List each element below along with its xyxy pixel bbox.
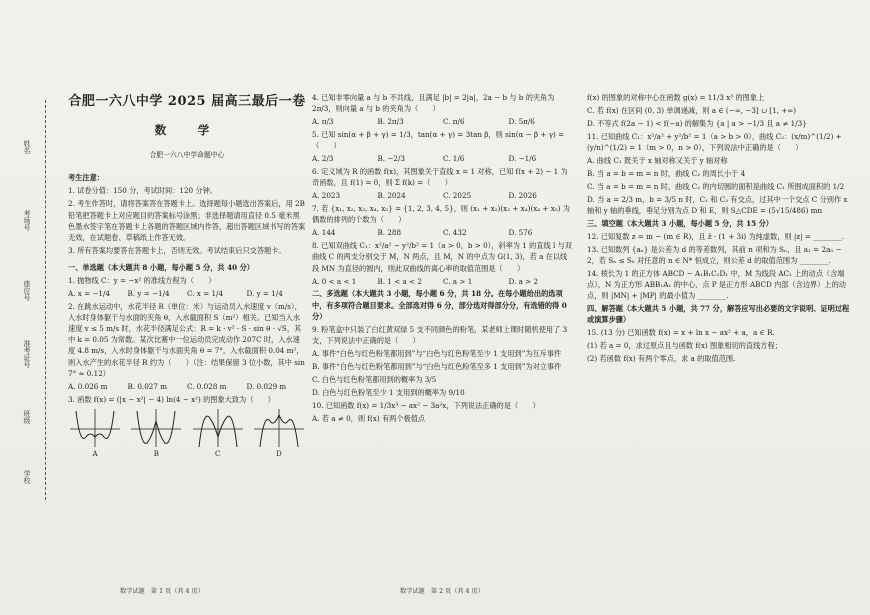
margin-label: 准考证号 [23, 340, 31, 368]
option: A. 2/3 [312, 154, 334, 164]
question-stem: 4. 已知非零向量 a 与 b 不共线，且满足 |b| = 2|a|，2a − b 与 b 的夹角为 2π/3，则向量 a 与 b 的夹角为（ ） [312, 93, 555, 114]
section-heading: 二、多选题（本大题共 3 小题，每小题 6 分，共 18 分。在每小题给出的选项中，有多项符合题目要求。全部选对得 6 分，部分选对得部分分，有选错的得 0 分） [312, 289, 567, 321]
margin-label: 考场号 [23, 210, 31, 231]
option-row [68, 288, 306, 299]
question-stem: 3. 函数 f(x) = (|x − x²| − 4) ln(4 − x²) 的图象大致为（ ） [68, 394, 275, 404]
exam-title: 合肥一六八中学 2025 届高三最后一卷 [68, 94, 306, 109]
option: B. 1 < a < 2 [377, 276, 422, 286]
option: D. 576 [508, 228, 533, 238]
graph-label: A [92, 449, 98, 458]
question-stem: 7. 若 {x₁, x₂, x₃, x₄, x₅} = {1, 2, 3, 4, 5}，则 (x₁ + x₂)(x₃ + x₄)(x₄ + x₅) 为偶数的排列的个数为（ ） [312, 204, 570, 225]
question-stem: 2. 在跳水运动中，水花半径 R（单位：米）与运动员入水速度 v（m/s），入水时身体躯干与水面的夹角 θ，入水截面积 S（m²）相关。已知当入水速度 v ≤ 5 m/s 时，水花半径满足公式：R = k · v² · S · sin θ · √S，其中 k = 0.05 为常数。某次比赛中一位运动员完成动作 207C 时，入水速度 4.8 m/s，入水时身体躯干与水面夹角 θ = 7°，入水截面积 0.04 m²，则入水产生的水花半径 R 约为（ ）（注：结果保留 3 位小数，其中 sin 7° ≈ 0.12） [68, 301, 305, 378]
option: D. a > 2 [508, 276, 539, 286]
option: B. 当 a = b = m = n 时，曲线 C₂ 的周长小于 4 [587, 168, 746, 178]
option: C. 432 [443, 228, 467, 238]
option-row [312, 153, 574, 164]
option: A. 0.026 m [68, 381, 108, 391]
notice-item: 2. 考生作答时，请将答案答在答题卡上。选择题每小题选出答案后，用 2B 铅笔把答题卡上对应题目的答案标号涂黑；非选择题请用直径 0.5 毫米黑色墨水签字笔在答题卡上各题的答题区域内作答，超出答题区域书写的答案无效，在试题卷、草稿纸上作答无效。 [68, 199, 306, 242]
graph-option [68, 407, 122, 460]
section-heading: 四、解答题（本大题共 5 小题，共 77 分，解答应写出必要的文字说明、证明过程或演算步骤） [587, 304, 850, 325]
function-graphs [68, 407, 306, 460]
column-3 [587, 92, 852, 366]
question-stem: 13. 已知数列 {aₙ} 是公差为 d 的等差数列，其前 n 项和为 Sₙ，且 a₁ = 2a₅ − 2，若 Sₙ ≤ S₅ 对任意的 n ∈ N* 恒成立，则公差 d 的取值范围为 ________. [587, 244, 842, 265]
option-row [312, 227, 574, 238]
option: B. 2024 [377, 191, 406, 201]
option-row [68, 381, 306, 392]
graph-label: C [214, 449, 221, 458]
graph-a-image [68, 407, 122, 449]
option: A. 2023 [312, 191, 341, 201]
option: D. 5π/6 [508, 117, 535, 127]
option: A. 144 [312, 228, 336, 238]
graph-b-image [129, 407, 183, 449]
option: A. 若 a ≠ 0，则 f(x) 有两个极值点 [312, 413, 426, 423]
option: C. π/6 [443, 117, 465, 127]
option: C. a > 1 [443, 276, 473, 286]
column-1 [68, 92, 306, 460]
notice-heading: 考生注意： [68, 173, 104, 183]
question-stem: 6. 定义域为 R 的函数 f(x)，其图象关于直线 x = 1 对称，已知 f(x + 2) − 1 为奇函数，且 f(1) = 0，则 Σ f(k) =（ ） [312, 167, 568, 188]
graph-label: D [276, 449, 282, 458]
option: C. 白色与红色粉笔都用到的概率为 3/5 [312, 374, 437, 384]
option: D. y = 1/4 [246, 288, 283, 298]
option: B. −2/3 [377, 154, 405, 164]
question-stem: 8. 已知双曲线 C₁：x²/a² − y²/b² = 1（a > 0，b > 0），斜率为 1 的直线 l 与双曲线 C 的两支分别交于 M，N 两点，且 M，N 的中点为 G(1, 3)，若 a 在以线段 MN 为直径的圆内，则此双曲线的离心率的取值范围是（ ） [312, 241, 572, 273]
question-stem: 11. 已知曲线 C₁：x²/a² + y²/b² = 1（a > b > 0），曲线 C₂：(x/m)^(1/2) + (y/n)^(1/2) = 1（m > 0，n > 0），下列说法中正确的是（ ） [587, 131, 842, 153]
option: B. 0.027 m [127, 381, 168, 391]
option: D. 不等式 f(2a − 1) < f(−a) 的解集为 {a | a > −1/3 且 a ≠ 1/3} [587, 118, 807, 128]
graph-c-image [191, 407, 245, 449]
question-stem: 15. (13 分) 已知函数 f(x) = x + ln x − ax² + a，a ∈ R. [587, 328, 775, 338]
option: A. π/3 [312, 117, 334, 127]
page-footer-right: 数学试题 第 2 页（共 4 页） [400, 588, 484, 595]
question-stem: 9. 粉笔盒中只装了白红黄双绿 5 支不同颜色的粉笔，某老师上课时随机使用了 3 支，下列说法中正确的是（ ） [312, 324, 568, 345]
question-stem: 1. 抛物线 C：y = −x² 的准线方程为（ ） [68, 275, 216, 285]
option: C. x = 1/4 [187, 288, 224, 298]
option: D. 白色与红色粉笔至少 1 支用到的概率为 9/10 [312, 387, 465, 397]
option: C. 2025 [443, 191, 472, 201]
binding-margin [18, 100, 48, 500]
question-part: (1) 若 a = 0，求过原点且与函数 f(x) 图象相切的直线方程； [587, 341, 782, 351]
graph-d-image [252, 407, 306, 449]
option: D. 当 a = 2/3 m，b = 3/5 n 时，C₁ 和 C₂ 有交点，过其中一个交点 C 分别作 x 轴和 y 轴的垂线，垂足分别为点 D 和 E，则 S△CDE = (5√15/486) mn [587, 194, 848, 215]
margin-label: 座位号 [23, 280, 31, 301]
option: D. 2026 [508, 191, 537, 201]
graph-option [129, 407, 183, 460]
graph-label: B [153, 449, 159, 458]
graph-option [252, 407, 306, 460]
option: C. 1/6 [443, 154, 465, 164]
question-stem: 14. 棱长为 1 的正方体 ABCD − A₁B₁C₁D₁ 中，M 为线段 AC₁ 上的动点（含端点），N 为正方形 ABB₁A₁ 的中心，点 P 是正方形 ABCD 内部（含边界）上的动点，则 |MN| + |MP| 的最小值为 ________. [587, 268, 846, 301]
graph-option [191, 407, 245, 460]
option: C. 当 a = b = m = n 时，曲线 C₂ 的内切圆的面积是曲线 C₁ 所围成面积的 1/2 [587, 181, 845, 191]
margin-label: 姓名 [23, 140, 31, 154]
subject-title: 数 学 [154, 123, 220, 138]
section-heading: 三、填空题（本大题共 3 小题，每小题 5 分，共 15 分） [587, 218, 773, 228]
option-row [312, 116, 574, 127]
option: A. 曲线 C₁ 既关于 x 轴对称又关于 y 轴对称 [587, 155, 728, 165]
option: A. 事件“白色与红色粉笔都用到”与“白色与红色粉笔至少 1 支用到”为互斥事件 [312, 348, 562, 358]
option: B. y = −1/4 [127, 288, 170, 298]
column-2 [312, 92, 574, 426]
option: D. 0.029 m [246, 381, 287, 391]
section-heading: 一、单选题（本大题共 8 小题，每小题 5 分，共 40 分） [68, 262, 254, 272]
option: A. x = −1/4 [68, 288, 110, 298]
notice-item: 3. 所有答案均要答在答题卡上，否则无效。考试结束后只交答题卡。 [68, 245, 286, 255]
question-stem: 12. 已知复数 z = m − (m ∈ R)，且 z̄ · (1 + 3i) 为纯虚数，则 |z| = ________. [587, 231, 845, 241]
option-row [312, 190, 574, 201]
option: B. 事件“白色与红色粉笔都用到”与“白色与红色粉笔至多 1 支用到”为对立事件 [312, 361, 562, 371]
margin-label: 班级 [23, 410, 31, 424]
option: C. 0.028 m [187, 381, 227, 391]
margin-label: 学校 [23, 470, 31, 484]
author-line: 合肥一六八中学命题中心 [149, 150, 225, 159]
option: B. 288 [377, 228, 402, 238]
page-footer-left: 数学试题 第 1 页（共 4 页） [120, 588, 204, 595]
option: B. 2π/3 [377, 117, 404, 127]
question-stem: 5. 已知 sin(α + β + γ) = 1/3，tan(α + γ) = 3tan β，则 sin(α − β + γ) =（ ） [312, 130, 565, 151]
option: C. 若 f(x) 在区间 (0, 3) 单调递减，则 a ∈ (−∞, −3] ∪ [1, +∞) [587, 105, 797, 115]
option: A. 0 < a < 1 [312, 276, 357, 286]
option: f(x) 的图象的对称中心在函数 g(x) = 11/3 x³ 的图象上 [587, 93, 765, 102]
question-stem: 10. 已知函数 f(x) = 1/3x³ − ax² − 3a²x，下列说法正确的是（ ） [312, 400, 540, 410]
question-part: (2) 若函数 f(x) 有两个零点，求 a 的取值范围. [587, 354, 736, 364]
seal-dashed-line [45, 100, 46, 500]
option: D. −1/6 [508, 154, 537, 164]
option-row [312, 276, 574, 287]
notice-item: 1. 试卷分值：150 分，考试时间：120 分钟。 [68, 186, 217, 196]
